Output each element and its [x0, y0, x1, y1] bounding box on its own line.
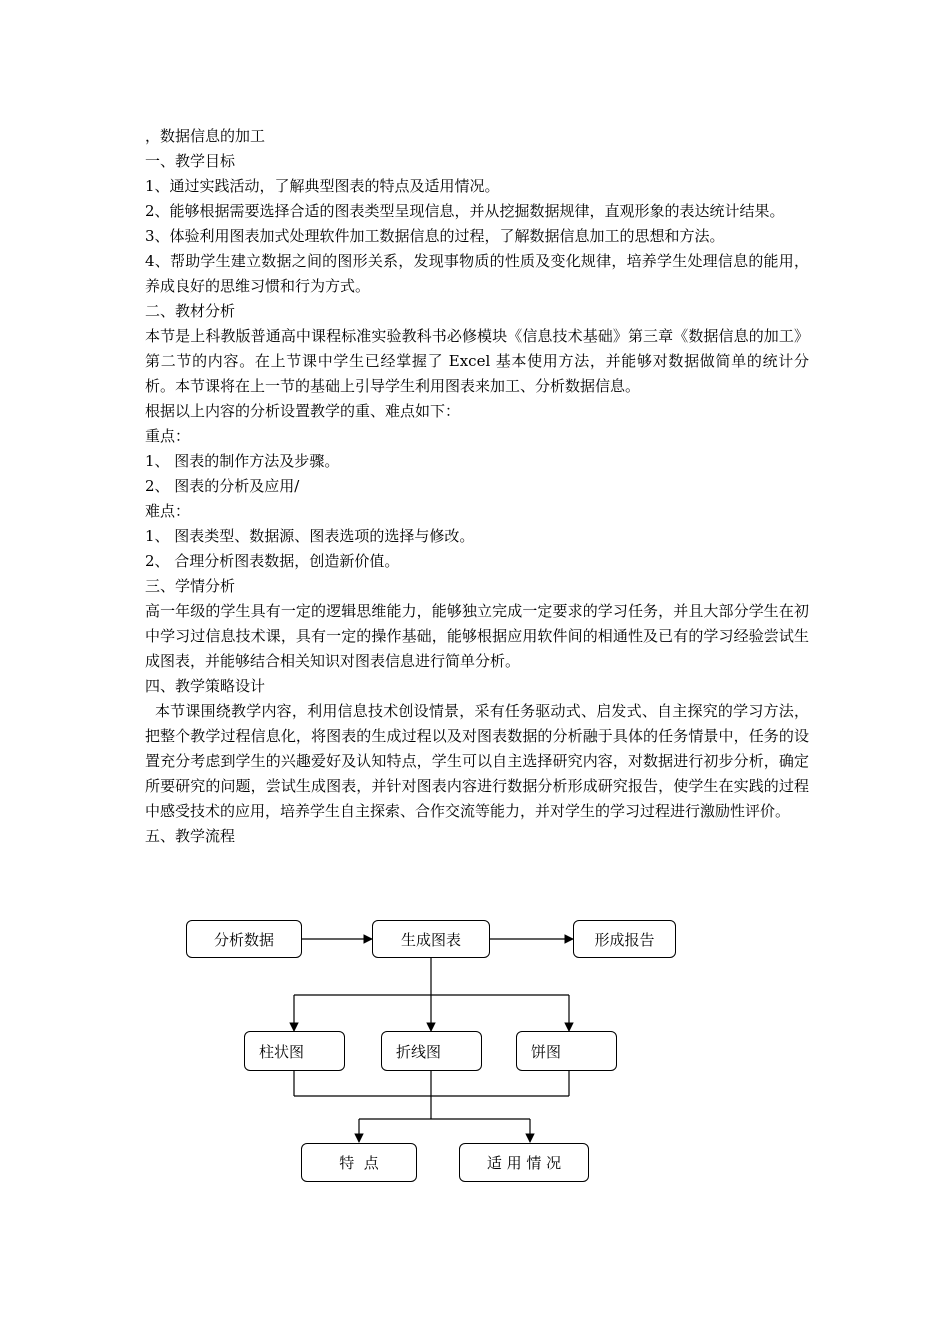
paragraph: 2、 合理分析图表数据，创造新价值。	[145, 552, 400, 570]
flow-node-report: 形成报告	[573, 920, 676, 958]
paragraph: 根据以上内容的分析设置教学的重、难点如下：	[145, 402, 461, 420]
paragraph: 1、通过实践活动，了解典型图表的特点及适用情况。	[145, 177, 500, 195]
section-heading: 四、教学策略设计	[145, 677, 266, 695]
section-heading: 一、教学目标	[145, 152, 236, 170]
paragraph: 4、帮助学生建立数据之间的图形关系，发现事物质的性质及变化规律，培养学生处理信息的能用，养成良好的思维习惯和行为方式。	[145, 252, 809, 295]
flow-node-line-chart: 折线图	[381, 1031, 482, 1071]
section-heading: 三、学情分析	[145, 577, 236, 595]
paragraph: 2、 图表的分析及应用/	[145, 477, 300, 495]
paragraph: 本节课围绕教学内容，利用信息技术创设情景，采有任务驱动式、启发式、自主探究的学习方法，把整个教学过程信息化，将图表的生成过程以及对图表数据的分析融于具体的任务情景中，任务的设置充分考虑到学生的兴趣爱好及认知特点，学生可以自主选择研究内容，对数据进行初步分析，确定所要研究的问题，尝试生成图表，并针对图表内容进行数据分析形成研究报告，使学生在实践的过程中感受技术的应用，培养学生自主探索、合作交流等能力，并对学生的学习过程进行激励性评价。	[145, 702, 809, 820]
flow-node-generate: 生成图表	[372, 920, 490, 958]
flow-node-feature: 特 点	[301, 1143, 417, 1182]
paragraph: 3、体验利用图表加式处理软件加工数据信息的过程，了解数据信息加工的思想和方法。	[145, 227, 725, 245]
paragraph: 难点：	[145, 502, 191, 520]
paragraph: 1、 图表类型、数据源、图表选项的选择与修改。	[145, 527, 475, 545]
paragraph: 本节是上科教版普通高中课程标准实验教科书必修模块《信息技术基础》第三章《数据信息的加工》第二节的内容。在上节课中学生已经掌握了 Excel 基本使用方法，并能够对数据做简单的统计分析。本节课将在上一节的基础上引导学生利用图表来加工、分析数据信息。	[145, 327, 809, 395]
paragraph: 重点：	[145, 427, 191, 445]
paragraph: 1、 图表的制作方法及步骤。	[145, 452, 340, 470]
paragraph: 高一年级的学生具有一定的逻辑思维能力，能够独立完成一定要求的学习任务，并且大部分学生在初中学习过信息技术课，具有一定的操作基础，能够根据应用软件间的相通性及已有的学习经验尝试生成图表，并能够结合相关知识对图表信息进行简单分析。	[145, 602, 809, 670]
flow-node-pie-chart: 饼图	[516, 1031, 617, 1071]
paragraph: 2、能够根据需要选择合适的图表类型呈现信息，并从挖掘数据规律，直观形象的表达统计结果。	[145, 202, 785, 220]
doc-title: ，数据信息的加工	[145, 127, 266, 145]
flow-node-usage: 适 用 情 况	[459, 1143, 589, 1182]
section-heading: 二、教材分析	[145, 302, 236, 320]
flow-node-analyze: 分析数据	[186, 920, 302, 958]
section-heading: 五、教学流程	[145, 827, 236, 845]
flow-node-bar-chart: 柱状图	[244, 1031, 345, 1071]
